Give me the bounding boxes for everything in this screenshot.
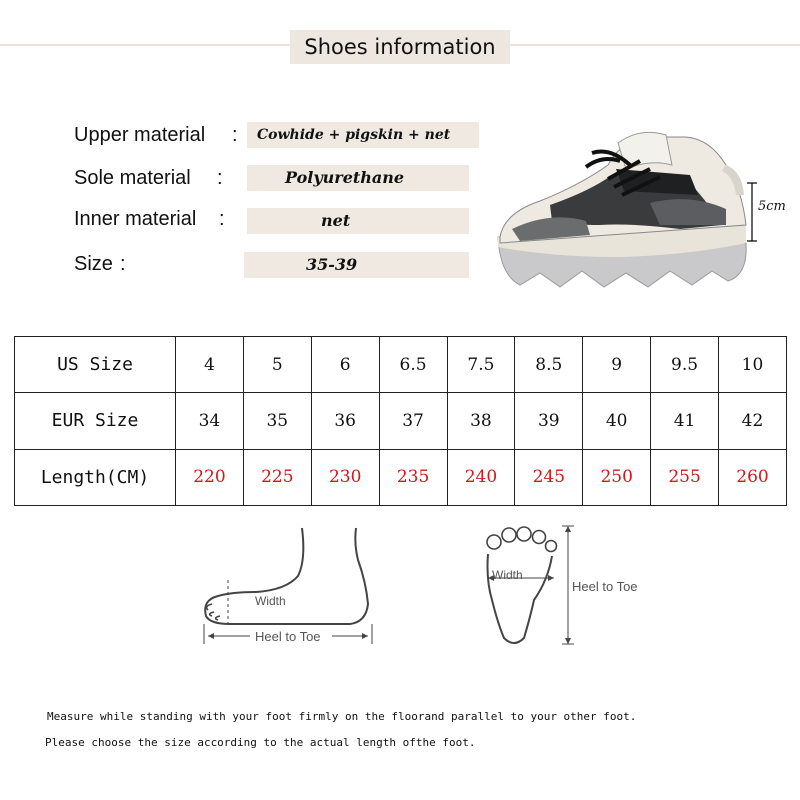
note-choose: Please choose the size according to the actual length ofthe foot. <box>45 736 476 749</box>
table-cell: 260 <box>719 449 787 505</box>
spec-value-size: 35-39 <box>244 252 469 278</box>
table-cell: 39 <box>515 393 583 449</box>
table-cell: 8.5 <box>515 337 583 393</box>
side-width-label: Width <box>255 594 286 608</box>
spec-colon-inner: : <box>219 208 225 230</box>
row-header: Length(CM) <box>15 449 176 505</box>
table-cell: 42 <box>719 393 787 449</box>
spec-colon-sole: : <box>217 167 223 189</box>
table-cell: 6 <box>311 337 379 393</box>
spec-colon-upper: : <box>232 124 238 146</box>
table-cell: 9 <box>583 337 651 393</box>
size-table <box>14 336 787 506</box>
table-cell: 36 <box>311 393 379 449</box>
eur-size-row <box>15 393 787 449</box>
row-header: EUR Size <box>15 393 176 449</box>
table-cell: 245 <box>515 449 583 505</box>
sneaker-image <box>490 125 790 305</box>
table-cell: 9.5 <box>651 337 719 393</box>
us-size-row <box>15 337 787 393</box>
table-cell: 240 <box>447 449 515 505</box>
table-cell: 235 <box>379 449 447 505</box>
heel-height-marker <box>746 182 758 242</box>
spec-label-size: Size <box>74 253 113 275</box>
spec-label-sole: Sole material <box>74 167 191 189</box>
page-title: Shoes information <box>290 30 510 64</box>
spec-value-sole: Polyurethane <box>247 165 469 191</box>
side-length-label: Heel to Toe <box>255 629 321 644</box>
length-row <box>15 449 787 505</box>
top-length-label: Heel to Toe <box>572 579 638 594</box>
top-width-label: Width <box>492 568 523 582</box>
table-cell: 6.5 <box>379 337 447 393</box>
table-cell: 250 <box>583 449 651 505</box>
table-cell: 5 <box>243 337 311 393</box>
table-cell: 4 <box>176 337 244 393</box>
table-cell: 7.5 <box>447 337 515 393</box>
table-cell: 41 <box>651 393 719 449</box>
table-cell: 37 <box>379 393 447 449</box>
table-cell: 255 <box>651 449 719 505</box>
spec-colon-size: : <box>120 253 126 275</box>
table-cell: 230 <box>311 449 379 505</box>
note-measure: Measure while standing with your foot firmly on the floorand parallel to your other foot. <box>47 710 637 723</box>
table-cell: 225 <box>243 449 311 505</box>
spec-value-upper: Cowhide + pigskin + net <box>247 122 479 148</box>
table-cell: 34 <box>176 393 244 449</box>
spec-label-inner: Inner material <box>74 208 197 230</box>
table-cell: 35 <box>243 393 311 449</box>
spec-label-upper: Upper material <box>74 124 206 146</box>
heel-height-label: 5cm <box>758 199 786 214</box>
foot-top-diagram <box>478 520 578 650</box>
table-cell: 220 <box>176 449 244 505</box>
table-cell: 38 <box>447 393 515 449</box>
table-cell: 10 <box>719 337 787 393</box>
table-cell: 40 <box>583 393 651 449</box>
spec-value-inner: net <box>247 208 469 234</box>
row-header: US Size <box>15 337 176 393</box>
